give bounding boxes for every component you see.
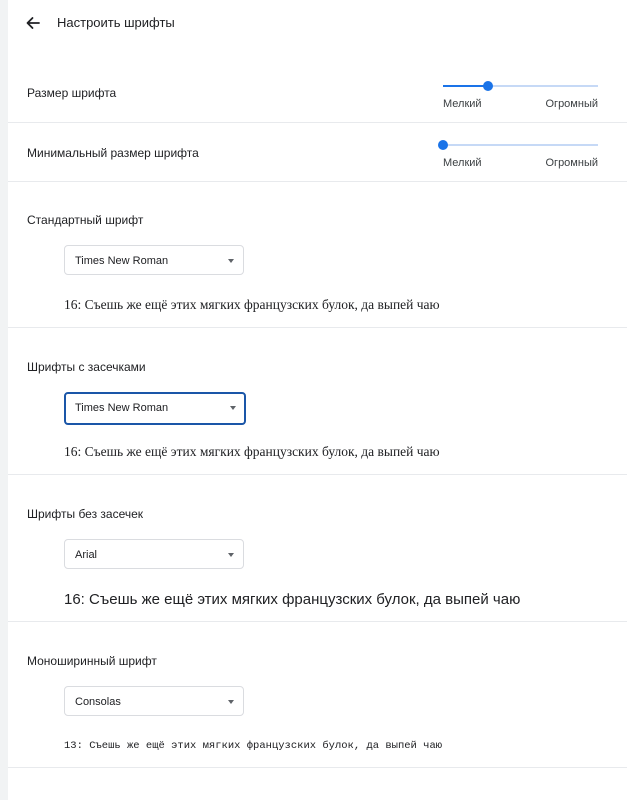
min-font-size-slider[interactable] bbox=[443, 134, 598, 174]
font-settings-panel bbox=[8, 0, 627, 800]
sans-serif-font-select[interactable] bbox=[64, 539, 244, 569]
font-size-row bbox=[8, 62, 627, 123]
dropdown-arrow-icon bbox=[228, 700, 234, 704]
arrow-back-icon bbox=[22, 12, 44, 34]
font-size-slider[interactable] bbox=[443, 75, 598, 115]
font-sample-text: 16: Съешь же ещё этих мягких французских булок, да выпей чаю bbox=[64, 444, 440, 459]
monospace-font-select[interactable] bbox=[64, 686, 244, 716]
min-font-size-label: Минимальный размер шрифта bbox=[27, 146, 199, 160]
standard-font-select[interactable] bbox=[64, 245, 244, 275]
font-sample-text: 16: Съешь же ещё этих мягких французских булок, да выпей чаю bbox=[64, 591, 521, 608]
dropdown-arrow-icon bbox=[228, 553, 234, 557]
section-title: Стандартный шрифт bbox=[27, 213, 144, 227]
font-sample-text: 16: Съешь же ещё этих мягких французских булок, да выпей чаю bbox=[64, 297, 440, 312]
select-value: Times New Roman bbox=[75, 402, 169, 414]
slider-max-label: Огромный bbox=[545, 98, 598, 110]
slider-min-label: Мелкий bbox=[443, 98, 482, 110]
serif-font-section bbox=[8, 327, 627, 475]
slider-track bbox=[443, 144, 598, 146]
serif-font-select[interactable] bbox=[64, 392, 246, 425]
dropdown-arrow-icon bbox=[228, 259, 234, 263]
slider-max-label: Огромный bbox=[545, 157, 598, 169]
dropdown-arrow-icon bbox=[230, 406, 236, 410]
font-sample-text: 13: Съешь же ещё этих мягких французских булок, да выпей чаю bbox=[64, 740, 443, 752]
select-value: Times New Roman bbox=[75, 255, 169, 267]
sans-serif-font-section bbox=[8, 474, 627, 622]
slider-knob[interactable] bbox=[438, 140, 448, 150]
slider-min-label: Мелкий bbox=[443, 157, 482, 169]
window-left-edge bbox=[0, 0, 8, 800]
select-value: Arial bbox=[75, 549, 98, 561]
select-value: Consolas bbox=[75, 696, 121, 708]
page-title: Настроить шрифты bbox=[57, 15, 175, 30]
standard-font-section bbox=[8, 181, 627, 328]
back-button[interactable] bbox=[22, 12, 44, 34]
page-header bbox=[8, 0, 627, 46]
min-font-size-row bbox=[8, 122, 627, 182]
slider-knob[interactable] bbox=[483, 81, 493, 91]
font-size-label: Размер шрифта bbox=[27, 86, 117, 100]
section-title: Моноширинный шрифт bbox=[27, 654, 157, 668]
slider-fill bbox=[443, 85, 488, 87]
monospace-font-section bbox=[8, 621, 627, 768]
section-title: Шрифты с засечками bbox=[27, 360, 146, 374]
section-title: Шрифты без засечек bbox=[27, 507, 144, 521]
